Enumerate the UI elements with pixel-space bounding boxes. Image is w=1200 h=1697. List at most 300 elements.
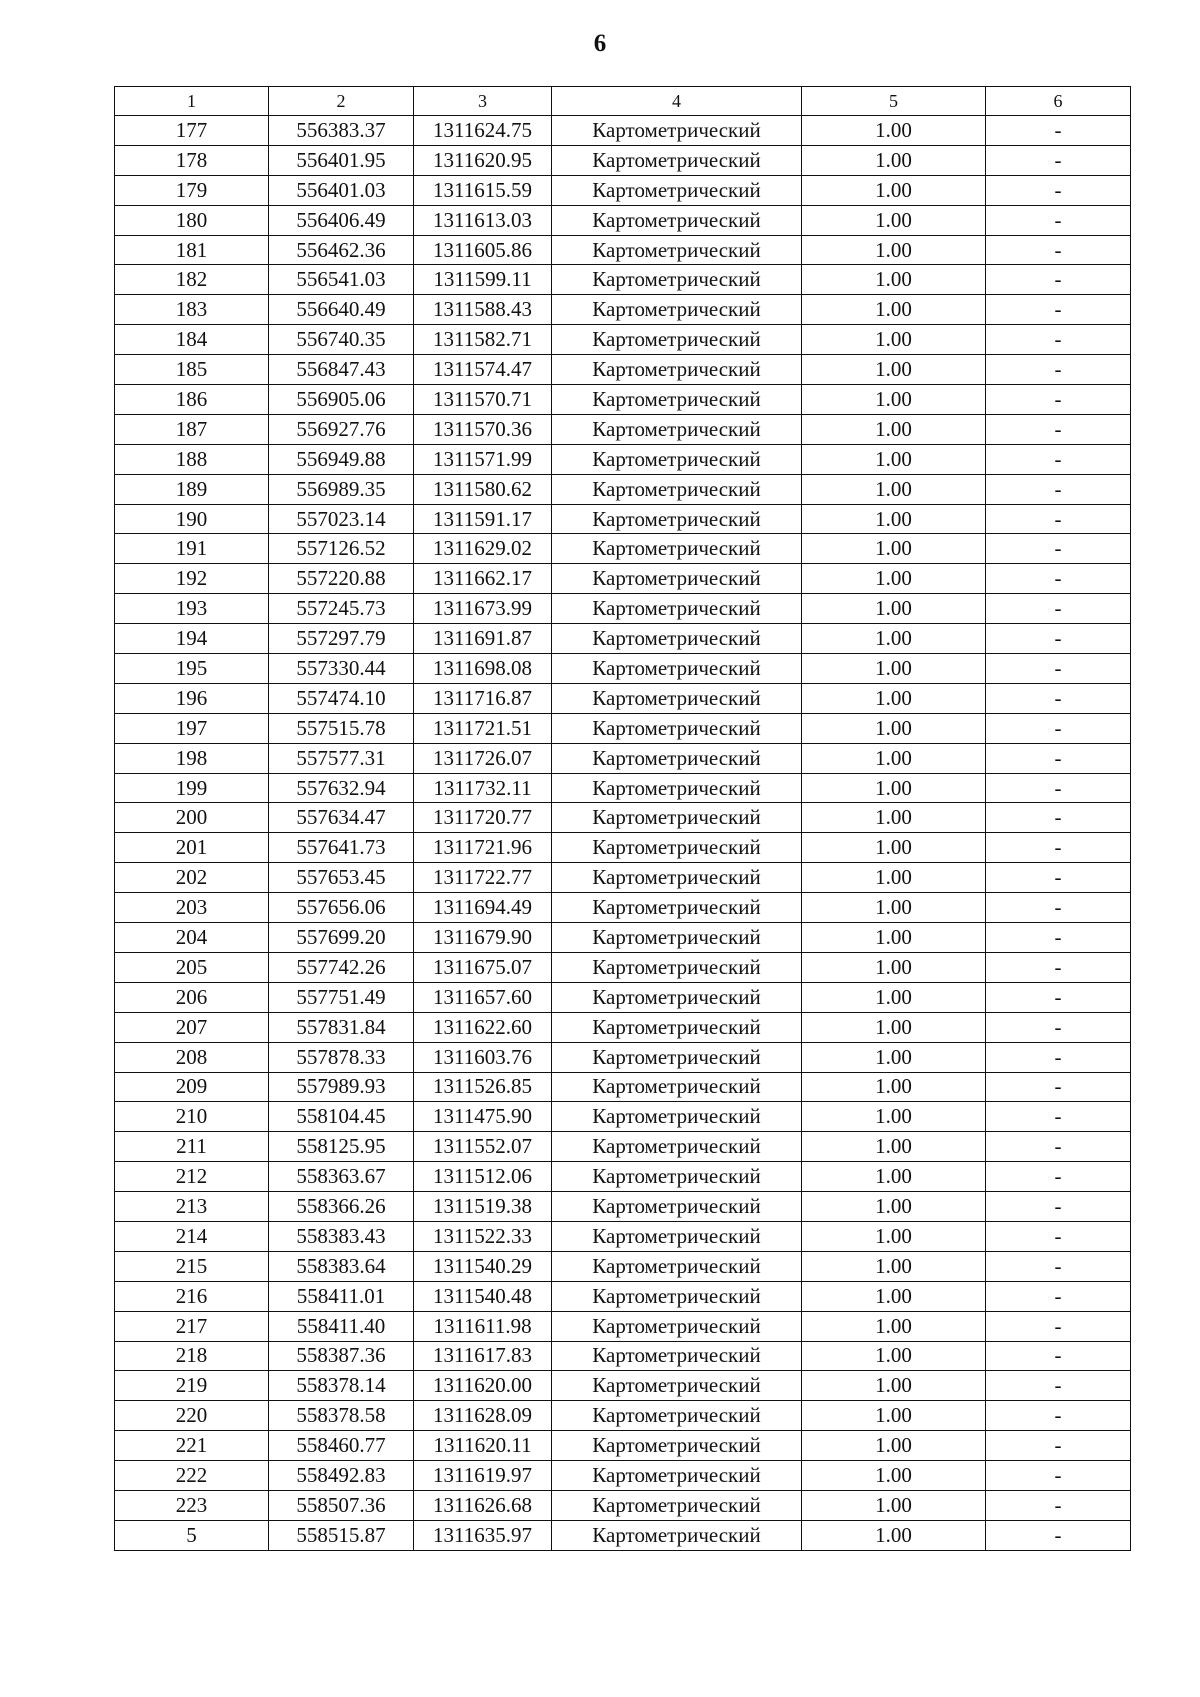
table-row bbox=[115, 1042, 1131, 1072]
x-coordinate-cell: 557126.52 bbox=[269, 534, 414, 564]
x-coordinate-cell: 558411.01 bbox=[269, 1281, 414, 1311]
point-number-cell: 222 bbox=[115, 1461, 269, 1491]
x-coordinate-cell: 557751.49 bbox=[269, 982, 414, 1012]
table-row bbox=[115, 175, 1131, 205]
point-number-cell: 212 bbox=[115, 1162, 269, 1192]
y-coordinate-cell: 1311571.99 bbox=[414, 444, 552, 474]
point-number-cell: 179 bbox=[115, 175, 269, 205]
header-cell-2: 2 bbox=[269, 87, 414, 116]
point-number-cell: 201 bbox=[115, 833, 269, 863]
accuracy-cell: 1.00 bbox=[802, 1012, 986, 1042]
table-row bbox=[115, 1311, 1131, 1341]
point-number-cell: 189 bbox=[115, 474, 269, 504]
y-coordinate-cell: 1311698.08 bbox=[414, 654, 552, 684]
y-coordinate-cell: 1311526.85 bbox=[414, 1072, 552, 1102]
y-coordinate-cell: 1311629.02 bbox=[414, 534, 552, 564]
accuracy-cell: 1.00 bbox=[802, 1371, 986, 1401]
table-row bbox=[115, 534, 1131, 564]
note-cell: - bbox=[986, 1132, 1131, 1162]
method-cell: Картометрический bbox=[552, 863, 802, 893]
x-coordinate-cell: 557474.10 bbox=[269, 683, 414, 713]
table-row bbox=[115, 1401, 1131, 1431]
table-row bbox=[115, 1221, 1131, 1251]
accuracy-cell: 1.00 bbox=[802, 1431, 986, 1461]
note-cell: - bbox=[986, 205, 1131, 235]
note-cell: - bbox=[986, 235, 1131, 265]
point-number-cell: 200 bbox=[115, 803, 269, 833]
table-row bbox=[115, 265, 1131, 295]
x-coordinate-cell: 558104.45 bbox=[269, 1102, 414, 1132]
table-row bbox=[115, 982, 1131, 1012]
x-coordinate-cell: 556740.35 bbox=[269, 325, 414, 355]
accuracy-cell: 1.00 bbox=[802, 982, 986, 1012]
method-cell: Картометрический bbox=[552, 474, 802, 504]
table-row bbox=[115, 1461, 1131, 1491]
x-coordinate-cell: 557330.44 bbox=[269, 654, 414, 684]
point-number-cell: 203 bbox=[115, 893, 269, 923]
table-header-row bbox=[115, 87, 1131, 116]
table-row bbox=[115, 504, 1131, 534]
page-number: 6 bbox=[593, 30, 607, 57]
note-cell: - bbox=[986, 1371, 1131, 1401]
x-coordinate-cell: 556462.36 bbox=[269, 235, 414, 265]
note-cell: - bbox=[986, 1461, 1131, 1491]
x-coordinate-cell: 557699.20 bbox=[269, 923, 414, 953]
point-number-cell: 194 bbox=[115, 624, 269, 654]
point-number-cell: 214 bbox=[115, 1221, 269, 1251]
table-row bbox=[115, 1102, 1131, 1132]
note-cell: - bbox=[986, 893, 1131, 923]
accuracy-cell: 1.00 bbox=[802, 594, 986, 624]
x-coordinate-cell: 557297.79 bbox=[269, 624, 414, 654]
y-coordinate-cell: 1311626.68 bbox=[414, 1490, 552, 1520]
note-cell: - bbox=[986, 952, 1131, 982]
note-cell: - bbox=[986, 713, 1131, 743]
method-cell: Картометрический bbox=[552, 624, 802, 654]
x-coordinate-cell: 557653.45 bbox=[269, 863, 414, 893]
note-cell: - bbox=[986, 1012, 1131, 1042]
method-cell: Картометрический bbox=[552, 833, 802, 863]
method-cell: Картометрический bbox=[552, 683, 802, 713]
accuracy-cell: 1.00 bbox=[802, 205, 986, 235]
y-coordinate-cell: 1311611.98 bbox=[414, 1311, 552, 1341]
note-cell: - bbox=[986, 1162, 1131, 1192]
y-coordinate-cell: 1311635.97 bbox=[414, 1520, 552, 1550]
method-cell: Картометрический bbox=[552, 1371, 802, 1401]
method-cell: Картометрический bbox=[552, 414, 802, 444]
x-coordinate-cell: 558387.36 bbox=[269, 1341, 414, 1371]
method-cell: Картометрический bbox=[552, 444, 802, 474]
point-number-cell: 208 bbox=[115, 1042, 269, 1072]
x-coordinate-cell: 557742.26 bbox=[269, 952, 414, 982]
x-coordinate-cell: 558125.95 bbox=[269, 1132, 414, 1162]
point-number-cell: 223 bbox=[115, 1490, 269, 1520]
note-cell: - bbox=[986, 1251, 1131, 1281]
point-number-cell: 193 bbox=[115, 594, 269, 624]
note-cell: - bbox=[986, 1401, 1131, 1431]
table-row bbox=[115, 863, 1131, 893]
note-cell: - bbox=[986, 1431, 1131, 1461]
method-cell: Картометрический bbox=[552, 654, 802, 684]
note-cell: - bbox=[986, 683, 1131, 713]
method-cell: Картометрический bbox=[552, 1132, 802, 1162]
method-cell: Картометрический bbox=[552, 1461, 802, 1491]
point-number-cell: 184 bbox=[115, 325, 269, 355]
note-cell: - bbox=[986, 624, 1131, 654]
accuracy-cell: 1.00 bbox=[802, 1102, 986, 1132]
accuracy-cell: 1.00 bbox=[802, 743, 986, 773]
y-coordinate-cell: 1311588.43 bbox=[414, 295, 552, 325]
accuracy-cell: 1.00 bbox=[802, 1281, 986, 1311]
table-row bbox=[115, 1490, 1131, 1520]
note-cell: - bbox=[986, 863, 1131, 893]
point-number-cell: 217 bbox=[115, 1311, 269, 1341]
point-number-cell: 190 bbox=[115, 504, 269, 534]
accuracy-cell: 1.00 bbox=[802, 504, 986, 534]
coordinates-table bbox=[114, 86, 1131, 1551]
accuracy-cell: 1.00 bbox=[802, 564, 986, 594]
note-cell: - bbox=[986, 803, 1131, 833]
accuracy-cell: 1.00 bbox=[802, 1461, 986, 1491]
note-cell: - bbox=[986, 355, 1131, 385]
x-coordinate-cell: 556905.06 bbox=[269, 385, 414, 415]
accuracy-cell: 1.00 bbox=[802, 833, 986, 863]
y-coordinate-cell: 1311540.29 bbox=[414, 1251, 552, 1281]
accuracy-cell: 1.00 bbox=[802, 1490, 986, 1520]
point-number-cell: 196 bbox=[115, 683, 269, 713]
point-number-cell: 181 bbox=[115, 235, 269, 265]
accuracy-cell: 1.00 bbox=[802, 1341, 986, 1371]
method-cell: Картометрический bbox=[552, 1192, 802, 1222]
x-coordinate-cell: 557989.93 bbox=[269, 1072, 414, 1102]
y-coordinate-cell: 1311613.03 bbox=[414, 205, 552, 235]
table-row bbox=[115, 474, 1131, 504]
x-coordinate-cell: 556949.88 bbox=[269, 444, 414, 474]
method-cell: Картометрический bbox=[552, 1072, 802, 1102]
accuracy-cell: 1.00 bbox=[802, 713, 986, 743]
note-cell: - bbox=[986, 1042, 1131, 1072]
table-row bbox=[115, 414, 1131, 444]
method-cell: Картометрический bbox=[552, 385, 802, 415]
accuracy-cell: 1.00 bbox=[802, 534, 986, 564]
method-cell: Картометрический bbox=[552, 982, 802, 1012]
y-coordinate-cell: 1311716.87 bbox=[414, 683, 552, 713]
accuracy-cell: 1.00 bbox=[802, 1221, 986, 1251]
point-number-cell: 213 bbox=[115, 1192, 269, 1222]
method-cell: Картометрический bbox=[552, 893, 802, 923]
accuracy-cell: 1.00 bbox=[802, 325, 986, 355]
accuracy-cell: 1.00 bbox=[802, 1042, 986, 1072]
table-row bbox=[115, 1072, 1131, 1102]
method-cell: Картометрический bbox=[552, 952, 802, 982]
y-coordinate-cell: 1311580.62 bbox=[414, 474, 552, 504]
method-cell: Картометрический bbox=[552, 265, 802, 295]
method-cell: Картометрический bbox=[552, 1401, 802, 1431]
table-row bbox=[115, 1431, 1131, 1461]
note-cell: - bbox=[986, 1490, 1131, 1520]
method-cell: Картометрический bbox=[552, 534, 802, 564]
table-row bbox=[115, 116, 1131, 146]
y-coordinate-cell: 1311540.48 bbox=[414, 1281, 552, 1311]
accuracy-cell: 1.00 bbox=[802, 474, 986, 504]
y-coordinate-cell: 1311657.60 bbox=[414, 982, 552, 1012]
point-number-cell: 211 bbox=[115, 1132, 269, 1162]
y-coordinate-cell: 1311552.07 bbox=[414, 1132, 552, 1162]
y-coordinate-cell: 1311615.59 bbox=[414, 175, 552, 205]
y-coordinate-cell: 1311522.33 bbox=[414, 1221, 552, 1251]
point-number-cell: 5 bbox=[115, 1520, 269, 1550]
x-coordinate-cell: 558411.40 bbox=[269, 1311, 414, 1341]
method-cell: Картометрический bbox=[552, 1311, 802, 1341]
table-row bbox=[115, 1012, 1131, 1042]
y-coordinate-cell: 1311620.11 bbox=[414, 1431, 552, 1461]
y-coordinate-cell: 1311675.07 bbox=[414, 952, 552, 982]
x-coordinate-cell: 557577.31 bbox=[269, 743, 414, 773]
point-number-cell: 187 bbox=[115, 414, 269, 444]
note-cell: - bbox=[986, 145, 1131, 175]
accuracy-cell: 1.00 bbox=[802, 952, 986, 982]
x-coordinate-cell: 558383.43 bbox=[269, 1221, 414, 1251]
y-coordinate-cell: 1311628.09 bbox=[414, 1401, 552, 1431]
x-coordinate-cell: 556847.43 bbox=[269, 355, 414, 385]
x-coordinate-cell: 556927.76 bbox=[269, 414, 414, 444]
method-cell: Картометрический bbox=[552, 1520, 802, 1550]
x-coordinate-cell: 556401.95 bbox=[269, 145, 414, 175]
note-cell: - bbox=[986, 1192, 1131, 1222]
x-coordinate-cell: 558366.26 bbox=[269, 1192, 414, 1222]
table-row bbox=[115, 1341, 1131, 1371]
point-number-cell: 191 bbox=[115, 534, 269, 564]
x-coordinate-cell: 556541.03 bbox=[269, 265, 414, 295]
point-number-cell: 219 bbox=[115, 1371, 269, 1401]
table-row bbox=[115, 743, 1131, 773]
method-cell: Картометрический bbox=[552, 594, 802, 624]
table-row bbox=[115, 1132, 1131, 1162]
accuracy-cell: 1.00 bbox=[802, 145, 986, 175]
table-row bbox=[115, 1520, 1131, 1550]
y-coordinate-cell: 1311591.17 bbox=[414, 504, 552, 534]
point-number-cell: 188 bbox=[115, 444, 269, 474]
method-cell: Картометрический bbox=[552, 713, 802, 743]
table-row bbox=[115, 1371, 1131, 1401]
table-row bbox=[115, 952, 1131, 982]
note-cell: - bbox=[986, 1341, 1131, 1371]
y-coordinate-cell: 1311622.60 bbox=[414, 1012, 552, 1042]
note-cell: - bbox=[986, 923, 1131, 953]
accuracy-cell: 1.00 bbox=[802, 624, 986, 654]
method-cell: Картометрический bbox=[552, 743, 802, 773]
point-number-cell: 218 bbox=[115, 1341, 269, 1371]
note-cell: - bbox=[986, 1072, 1131, 1102]
accuracy-cell: 1.00 bbox=[802, 235, 986, 265]
y-coordinate-cell: 1311673.99 bbox=[414, 594, 552, 624]
table-row bbox=[115, 833, 1131, 863]
table-row bbox=[115, 773, 1131, 803]
x-coordinate-cell: 557634.47 bbox=[269, 803, 414, 833]
table-row bbox=[115, 803, 1131, 833]
x-coordinate-cell: 557632.94 bbox=[269, 773, 414, 803]
x-coordinate-cell: 557641.73 bbox=[269, 833, 414, 863]
accuracy-cell: 1.00 bbox=[802, 1401, 986, 1431]
method-cell: Картометрический bbox=[552, 923, 802, 953]
point-number-cell: 199 bbox=[115, 773, 269, 803]
note-cell: - bbox=[986, 116, 1131, 146]
accuracy-cell: 1.00 bbox=[802, 923, 986, 953]
method-cell: Картометрический bbox=[552, 1431, 802, 1461]
point-number-cell: 202 bbox=[115, 863, 269, 893]
x-coordinate-cell: 558383.64 bbox=[269, 1251, 414, 1281]
y-coordinate-cell: 1311624.75 bbox=[414, 116, 552, 146]
note-cell: - bbox=[986, 1520, 1131, 1550]
point-number-cell: 198 bbox=[115, 743, 269, 773]
note-cell: - bbox=[986, 1281, 1131, 1311]
point-number-cell: 205 bbox=[115, 952, 269, 982]
method-cell: Картометрический bbox=[552, 803, 802, 833]
table-row bbox=[115, 1251, 1131, 1281]
x-coordinate-cell: 557656.06 bbox=[269, 893, 414, 923]
y-coordinate-cell: 1311721.96 bbox=[414, 833, 552, 863]
accuracy-cell: 1.00 bbox=[802, 1192, 986, 1222]
y-coordinate-cell: 1311603.76 bbox=[414, 1042, 552, 1072]
table-row bbox=[115, 1192, 1131, 1222]
x-coordinate-cell: 556406.49 bbox=[269, 205, 414, 235]
table-row bbox=[115, 923, 1131, 953]
note-cell: - bbox=[986, 594, 1131, 624]
method-cell: Картометрический bbox=[552, 1490, 802, 1520]
accuracy-cell: 1.00 bbox=[802, 1311, 986, 1341]
point-number-cell: 195 bbox=[115, 654, 269, 684]
note-cell: - bbox=[986, 444, 1131, 474]
method-cell: Картометрический bbox=[552, 325, 802, 355]
x-coordinate-cell: 558378.58 bbox=[269, 1401, 414, 1431]
note-cell: - bbox=[986, 773, 1131, 803]
x-coordinate-cell: 558515.87 bbox=[269, 1520, 414, 1550]
point-number-cell: 185 bbox=[115, 355, 269, 385]
x-coordinate-cell: 558378.14 bbox=[269, 1371, 414, 1401]
y-coordinate-cell: 1311662.17 bbox=[414, 564, 552, 594]
x-coordinate-cell: 557831.84 bbox=[269, 1012, 414, 1042]
y-coordinate-cell: 1311599.11 bbox=[414, 265, 552, 295]
accuracy-cell: 1.00 bbox=[802, 863, 986, 893]
method-cell: Картометрический bbox=[552, 1221, 802, 1251]
y-coordinate-cell: 1311726.07 bbox=[414, 743, 552, 773]
accuracy-cell: 1.00 bbox=[802, 1132, 986, 1162]
note-cell: - bbox=[986, 1221, 1131, 1251]
x-coordinate-cell: 558492.83 bbox=[269, 1461, 414, 1491]
x-coordinate-cell: 556401.03 bbox=[269, 175, 414, 205]
note-cell: - bbox=[986, 1311, 1131, 1341]
y-coordinate-cell: 1311570.71 bbox=[414, 385, 552, 415]
note-cell: - bbox=[986, 175, 1131, 205]
x-coordinate-cell: 557878.33 bbox=[269, 1042, 414, 1072]
x-coordinate-cell: 558363.67 bbox=[269, 1162, 414, 1192]
header-cell-5: 5 bbox=[802, 87, 986, 116]
table-row bbox=[115, 594, 1131, 624]
y-coordinate-cell: 1311620.00 bbox=[414, 1371, 552, 1401]
note-cell: - bbox=[986, 833, 1131, 863]
accuracy-cell: 1.00 bbox=[802, 116, 986, 146]
method-cell: Картометрический bbox=[552, 504, 802, 534]
note-cell: - bbox=[986, 743, 1131, 773]
accuracy-cell: 1.00 bbox=[802, 1251, 986, 1281]
table-row bbox=[115, 713, 1131, 743]
table-row bbox=[115, 295, 1131, 325]
method-cell: Картометрический bbox=[552, 1042, 802, 1072]
point-number-cell: 216 bbox=[115, 1281, 269, 1311]
y-coordinate-cell: 1311720.77 bbox=[414, 803, 552, 833]
point-number-cell: 209 bbox=[115, 1072, 269, 1102]
method-cell: Картометрический bbox=[552, 175, 802, 205]
point-number-cell: 180 bbox=[115, 205, 269, 235]
note-cell: - bbox=[986, 414, 1131, 444]
accuracy-cell: 1.00 bbox=[802, 175, 986, 205]
table-row bbox=[115, 444, 1131, 474]
accuracy-cell: 1.00 bbox=[802, 414, 986, 444]
y-coordinate-cell: 1311570.36 bbox=[414, 414, 552, 444]
header-cell-1: 1 bbox=[115, 87, 269, 116]
method-cell: Картометрический bbox=[552, 145, 802, 175]
point-number-cell: 186 bbox=[115, 385, 269, 415]
y-coordinate-cell: 1311512.06 bbox=[414, 1162, 552, 1192]
x-coordinate-cell: 556383.37 bbox=[269, 116, 414, 146]
x-coordinate-cell: 556989.35 bbox=[269, 474, 414, 504]
table-row bbox=[115, 654, 1131, 684]
point-number-cell: 206 bbox=[115, 982, 269, 1012]
accuracy-cell: 1.00 bbox=[802, 265, 986, 295]
table-row bbox=[115, 385, 1131, 415]
accuracy-cell: 1.00 bbox=[802, 893, 986, 923]
y-coordinate-cell: 1311619.97 bbox=[414, 1461, 552, 1491]
point-number-cell: 221 bbox=[115, 1431, 269, 1461]
x-coordinate-cell: 558460.77 bbox=[269, 1431, 414, 1461]
note-cell: - bbox=[986, 325, 1131, 355]
method-cell: Картометрический bbox=[552, 235, 802, 265]
x-coordinate-cell: 557515.78 bbox=[269, 713, 414, 743]
table-row bbox=[115, 1162, 1131, 1192]
y-coordinate-cell: 1311475.90 bbox=[414, 1102, 552, 1132]
y-coordinate-cell: 1311679.90 bbox=[414, 923, 552, 953]
accuracy-cell: 1.00 bbox=[802, 355, 986, 385]
note-cell: - bbox=[986, 474, 1131, 504]
method-cell: Картометрический bbox=[552, 295, 802, 325]
table-row bbox=[115, 325, 1131, 355]
method-cell: Картометрический bbox=[552, 205, 802, 235]
point-number-cell: 197 bbox=[115, 713, 269, 743]
y-coordinate-cell: 1311732.11 bbox=[414, 773, 552, 803]
method-cell: Картометрический bbox=[552, 1251, 802, 1281]
header-cell-6: 6 bbox=[986, 87, 1131, 116]
x-coordinate-cell: 557023.14 bbox=[269, 504, 414, 534]
y-coordinate-cell: 1311620.95 bbox=[414, 145, 552, 175]
note-cell: - bbox=[986, 265, 1131, 295]
note-cell: - bbox=[986, 534, 1131, 564]
x-coordinate-cell: 556640.49 bbox=[269, 295, 414, 325]
x-coordinate-cell: 558507.36 bbox=[269, 1490, 414, 1520]
table-row bbox=[115, 893, 1131, 923]
y-coordinate-cell: 1311722.77 bbox=[414, 863, 552, 893]
point-number-cell: 220 bbox=[115, 1401, 269, 1431]
accuracy-cell: 1.00 bbox=[802, 1072, 986, 1102]
note-cell: - bbox=[986, 504, 1131, 534]
table-row bbox=[115, 683, 1131, 713]
x-coordinate-cell: 557220.88 bbox=[269, 564, 414, 594]
y-coordinate-cell: 1311605.86 bbox=[414, 235, 552, 265]
method-cell: Картометрический bbox=[552, 1012, 802, 1042]
method-cell: Картометрический bbox=[552, 1341, 802, 1371]
table-row bbox=[115, 1281, 1131, 1311]
point-number-cell: 177 bbox=[115, 116, 269, 146]
method-cell: Картометрический bbox=[552, 773, 802, 803]
